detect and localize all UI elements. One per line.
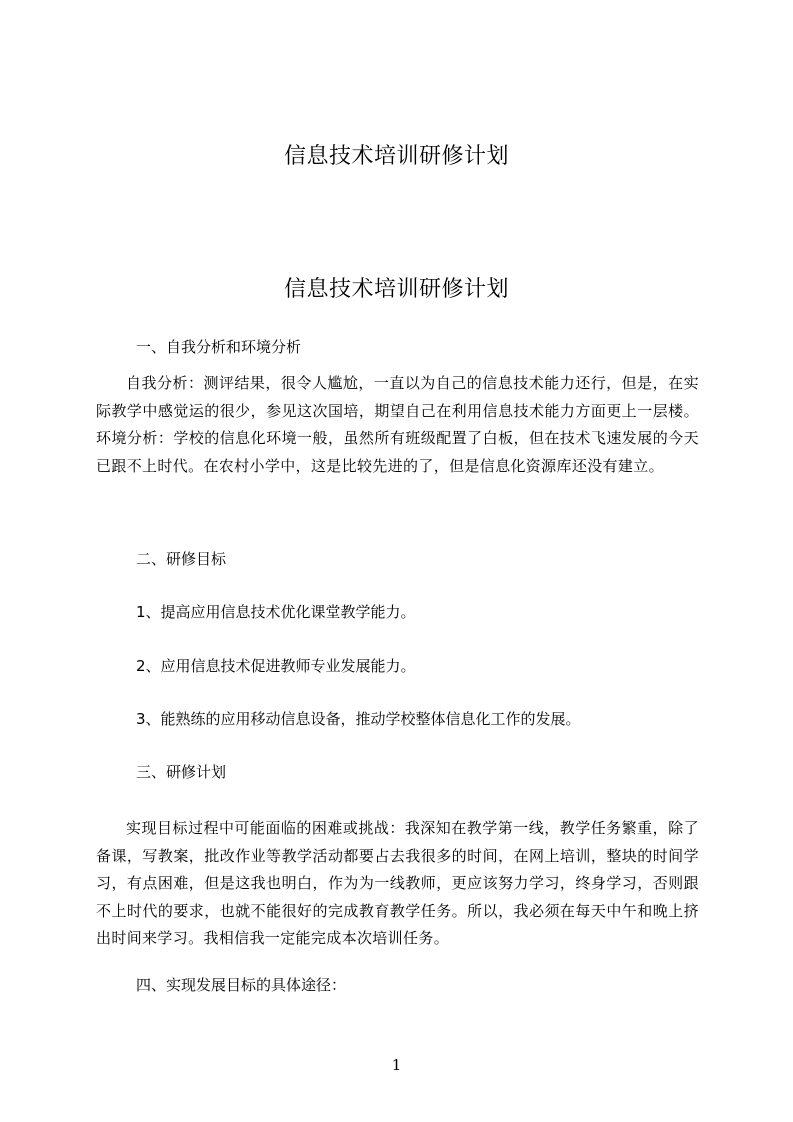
page-number: 1 — [391, 1056, 402, 1074]
goal-item-3: 3、能熟练的应用移动信息设备，推动学校整体信息化工作的发展。 — [136, 710, 581, 728]
section-heading-approach: 四、实现发展目标的具体途径： — [136, 976, 347, 994]
goal-item-1: 1、提高应用信息技术优化课堂教学能力。 — [136, 603, 416, 621]
section-paragraph-plan: 实现目标过程中可能面临的困难或挑战：我深知在教学第一线，教学任务繁重，除了备课，写教案，批改作业等教学活动都要占去我很多的时间，在网上培训，整块的时间学习，有点困难，但是这我也明白，作为为一线教师，更应该努力学习，终身学习，否则跟不上时代的要求，也就不能很好的完成教育教学任务。所以，我必须在每天中午和晚上挤出时间来学习。我相信我一定能完成本次培训任务。 — [96, 819, 699, 947]
document-main-title: 信息技术培训研修计划 — [283, 277, 509, 302]
document-header-title: 信息技术培训研修计划 — [283, 144, 509, 169]
section-heading-self-analysis: 一、自我分析和环境分析 — [136, 338, 302, 356]
section-heading-goals: 二、研修目标 — [136, 550, 227, 568]
section-heading-plan: 三、研修计划 — [136, 763, 227, 781]
section-paragraph-self-analysis: 自我分析：测评结果，很令人尴尬，一直以为自己的信息技术能力还行，但是，在实际教学中感觉运的很少，参见这次国培，期望自己在利用信息技术能力方面更上一层楼。环境分析：学校的信息化环境一般，虽然所有班级配置了白板，但在技术飞速发展的今天已跟不上时代。在农村小学中，这是比较先进的了，但是信息化资源库还没有建立。 — [96, 374, 699, 475]
goal-item-2: 2、应用信息技术促进教师专业发展能力。 — [136, 657, 416, 675]
